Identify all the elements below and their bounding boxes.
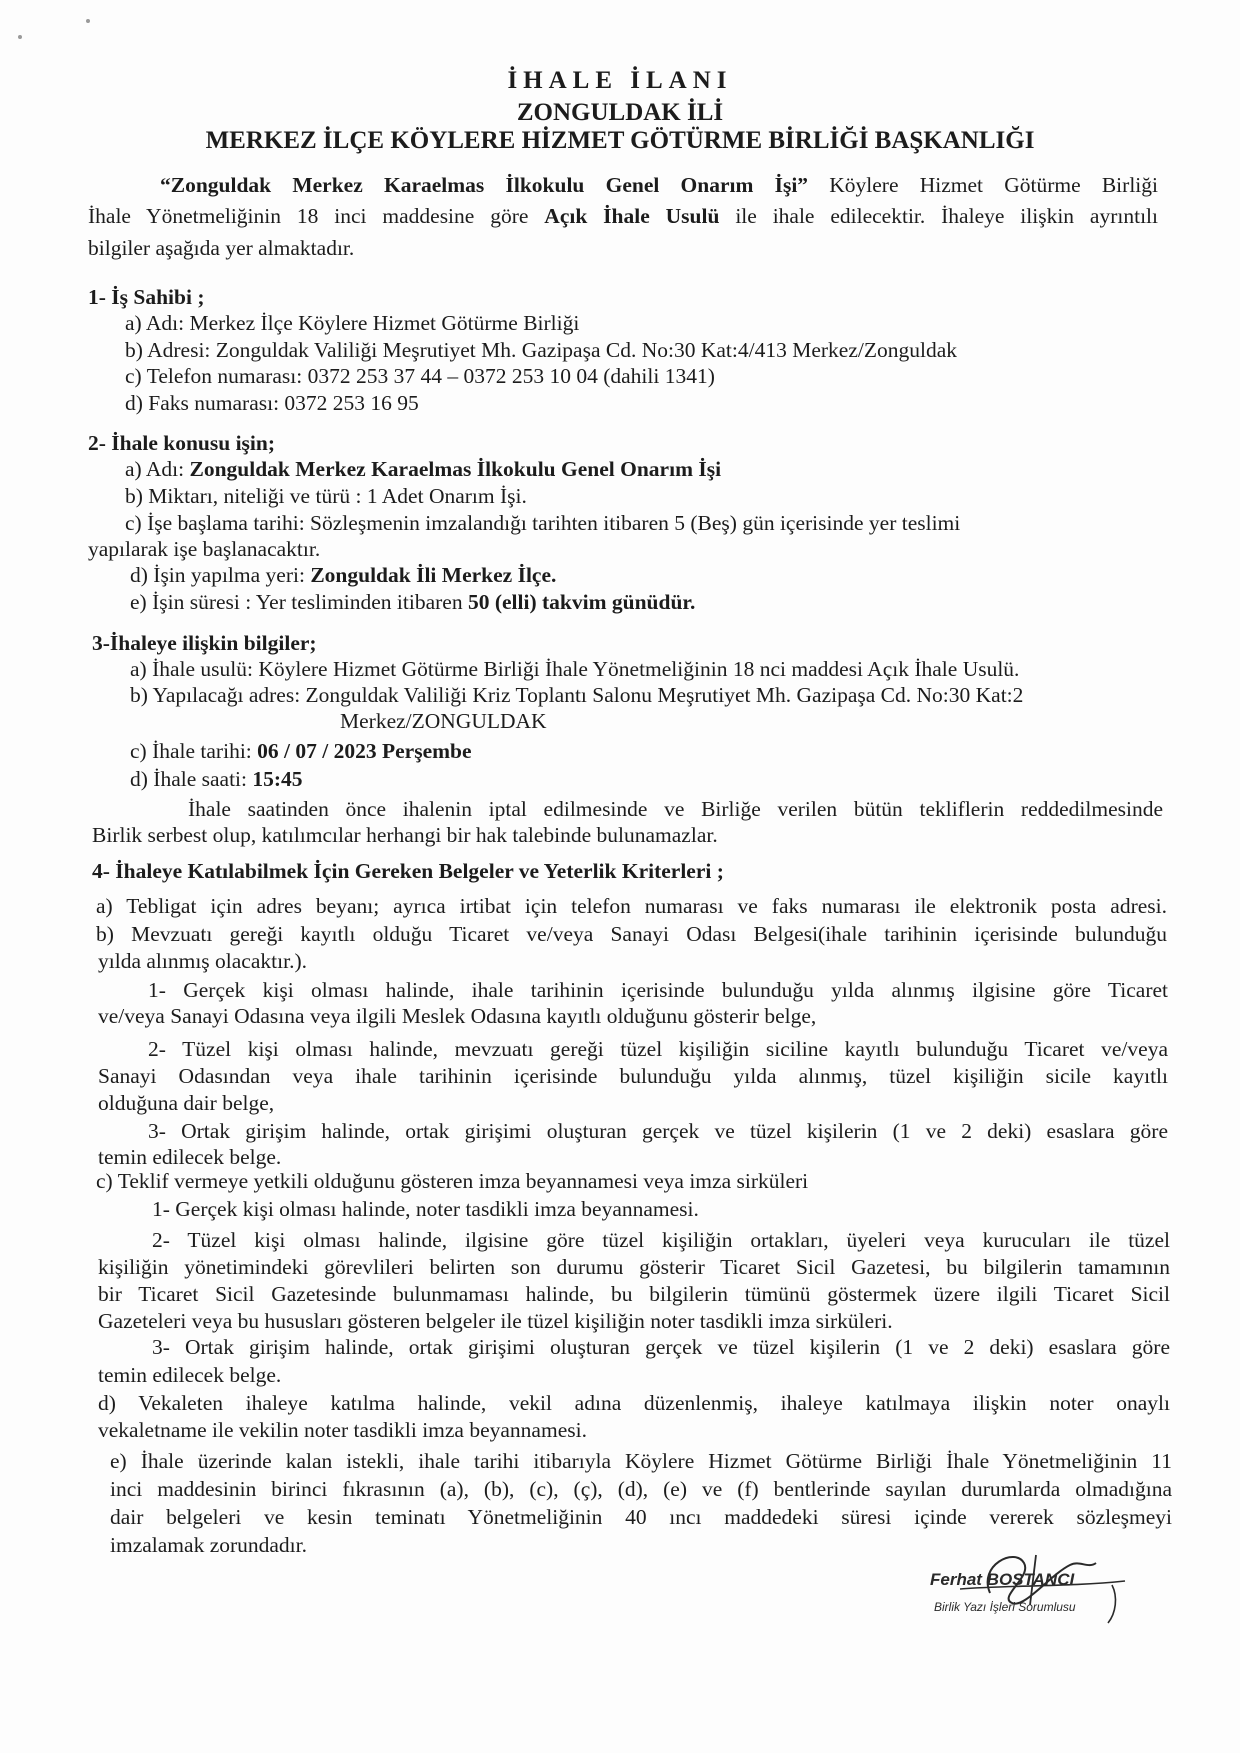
list-item: bir Ticaret Sicil Gazetesinde bulunmaması halinde, bu bilgilerin tümünü göstermek üzere ilgili Ticaret Sicil [98, 1282, 1170, 1306]
project-name: “Zonguldak Merkez Karaelmas İlkokulu Genel Onarım İşi” [160, 173, 809, 197]
section-heading: 3-İhaleye ilişkin bilgiler; [92, 631, 317, 655]
list-item: vekaletname ile vekilin noter tasdikli imza beyannamesi. [98, 1418, 587, 1442]
list-item: 3- Ortak girişim halinde, ortak girişimi oluşturan gerçek ve tüzel kişilerin (1 ve 2 deki) esaslara göre [152, 1335, 1170, 1359]
list-item: 3- Ortak girişim halinde, ortak girişimi oluşturan gerçek ve tüzel kişilerin (1 ve 2 deki) esaslara göre [148, 1119, 1168, 1143]
item-label: c) İhale tarihi: [130, 739, 258, 763]
list-item: Merkez/ZONGULDAK [340, 709, 547, 733]
item-label: d) İşin yapılma yeri: [130, 563, 311, 587]
list-item: 1- Gerçek kişi olması halinde, ihale tarihinin içerisinde bulunduğu yılda alınmış ilgisine göre Ticaret [148, 978, 1168, 1002]
list-item: ve/veya Sanayi Odasına veya ilgili Meslek Odasına kayıtlı olduğunu gösterir belge, [98, 1004, 817, 1028]
list-item: e) İhale üzerinde kalan istekli, ihale tarihi itibarıyla Köylere Hizmet Götürme Birliği İhale Yönetmeliğinin 11 [110, 1449, 1172, 1473]
signature-stamp [920, 1545, 1140, 1630]
list-item: temin edilecek belge. [98, 1145, 282, 1169]
list-item [130, 766, 303, 792]
list-item: temin edilecek belge. [98, 1363, 282, 1387]
work-location: Zonguldak İli Merkez İlçe. [310, 563, 557, 587]
list-item: c) Teklif vermeye yetkili olduğunu gösteren imza beyannamesi veya imza sirküleri [96, 1169, 809, 1193]
intro-text: ile ihale edilecektir. İhaleye ilişkin ayrıntılı [719, 204, 1158, 228]
scan-speck [18, 35, 22, 39]
list-item [130, 738, 472, 764]
province-title: ZONGULDAK İLİ [516, 99, 724, 126]
list-item: c) İşe başlama tarihi: Sözleşmenin imzalandığı tarihten itibaren 5 (Beş) gün içerisinde yer teslimi [125, 511, 961, 535]
intro-text: İhale Yönetmeliğinin 18 inci maddesine göre [88, 204, 545, 228]
list-item: yılda alınmış olacaktır.). [98, 949, 307, 973]
signature-title: Birlik Yazı İşleri Sorumlusu [934, 1600, 1076, 1614]
union-title: MERKEZ İLÇE KÖYLERE HİZMET GÖTÜRME BİRLİĞİ BAŞKANLIĞI [205, 127, 1035, 154]
item-label: e) İşin süresi : Yer tesliminden itibaren [130, 590, 468, 614]
list-item: yapılarak işe başlanacaktır. [88, 537, 321, 561]
paragraph-line: İhale saatinden önce ihalenin iptal edilmesinde ve Birliğe verilen bütün tekliflerin reddedilmesinde [188, 797, 1163, 821]
notice-title: İHALE İLANI [507, 67, 733, 94]
section-heading: 1- İş Sahibi ; [88, 285, 205, 309]
section-heading: 2- İhale konusu işin; [88, 431, 276, 455]
tender-time: 15:45 [252, 767, 303, 791]
list-item: b) Miktarı, niteliği ve türü : 1 Adet Onarım İşi. [125, 484, 527, 508]
scan-speck [86, 19, 90, 23]
tender-method: Açık İhale Usulü [544, 204, 720, 228]
list-item: inci maddesinin birinci fıkrasının (a), (b), (c), (ç), (d), (e) ve (f) bentlerinde sayılan durumlarda olmadığına [110, 1477, 1172, 1501]
intro-line: bilgiler aşağıda yer almaktadır. [88, 236, 355, 260]
work-duration: 50 (elli) takvim günüdür. [467, 590, 696, 614]
list-item: a) İhale usulü: Köylere Hizmet Götürme Birliği İhale Yönetmeliğinin 18 nci maddesi Açık İhale Usulü. [130, 657, 1020, 681]
list-item: a) Tebligat için adres beyanı; ayrıca irtibat için telefon numarası ve faks numarası ile elektronik posta adresi. [96, 894, 1167, 918]
list-item: d) Faks numarası: 0372 253 16 95 [125, 391, 419, 415]
list-item: b) Yapılacağı adres: Zonguldak Valiliği Kriz Toplantı Salonu Meşrutiyet Mh. Gazipaşa Cd. No:30 Kat:2 [130, 683, 1024, 707]
signature-stroke [1108, 1585, 1115, 1623]
list-item [130, 562, 556, 588]
project-name: Zonguldak Merkez Karaelmas İlkokulu Genel Onarım İşi [189, 457, 722, 481]
list-item: 2- Tüzel kişi olması halinde, ilgisine göre tüzel kişiliğin ortakları, üyeleri veya kurucuları ile tüzel [152, 1228, 1170, 1252]
list-item: c) Telefon numarası: 0372 253 37 44 – 0372 253 10 04 (dahili 1341) [125, 364, 715, 388]
signature-name: Ferhat BOSTANCI [930, 1570, 1075, 1589]
item-label: a) Adı: [125, 457, 190, 481]
list-item: imzalamak zorundadır. [110, 1533, 308, 1557]
list-item: 2- Tüzel kişi olması halinde, mevzuatı gereği tüzel kişiliğin siciline kayıtlı bulunduğu Ticaret ve/veya [148, 1037, 1168, 1061]
tender-date: 06 / 07 / 2023 Perşembe [257, 739, 472, 763]
list-item: Sanayi Odasından veya ihale tarihinin içerisinde bulunduğu yılda alınmış, tüzel kişiliğin sicile kayıtlı [98, 1064, 1168, 1088]
intro-line [88, 203, 1158, 229]
list-item [130, 589, 695, 615]
list-item: d) Vekaleten ihaleye katılma halinde, vekil adına düzenlenmiş, ihaleye katılmaya ilişkin noter onaylı [98, 1391, 1170, 1415]
list-item: b) Adresi: Zonguldak Valiliği Meşrutiyet Mh. Gazipaşa Cd. No:30 Kat:4/413 Merkez/Zonguldak [125, 338, 957, 362]
list-item: b) Mevzuatı gereği kayıtlı olduğu Ticaret ve/veya Sanayi Odası Belgesi(ihale tarihinin içerisinde bulunduğu [96, 922, 1167, 946]
list-item: kişiliğin yönetimindeki görevlileri belirten son durumu gösterir Ticaret Sicil Gazetesi, bu bilgilerin tamamının [98, 1255, 1170, 1279]
list-item: 1- Gerçek kişi olması halinde, noter tasdikli imza beyannamesi. [152, 1197, 699, 1221]
list-item: a) Adı: Merkez İlçe Köylere Hizmet Götürme Birliği [125, 311, 580, 335]
list-item [125, 456, 721, 482]
list-item: Gazeteleri veya bu hususları gösteren belgeler ile tüzel kişiliğin noter tasdikli imza sirküleri. [98, 1309, 893, 1333]
list-item: olduğuna dair belge, [98, 1091, 275, 1115]
intro-line [160, 172, 1158, 198]
item-label: d) İhale saati: [130, 767, 253, 791]
section-heading: 4- İhaleye Katılabilmek İçin Gereken Belgeler ve Yeterlik Kriterleri ; [92, 859, 724, 883]
list-item: dair belgeleri ve kesin teminatı Yönetmeliğinin 40 ıncı maddedeki süresi içinde vererek sözleşmeyi [110, 1505, 1172, 1529]
paragraph-line: Birlik serbest olup, katılımcılar herhangi bir hak talebinde bulunamazlar. [92, 823, 718, 847]
intro-text: Köylere Hizmet Götürme Birliği [808, 173, 1158, 197]
